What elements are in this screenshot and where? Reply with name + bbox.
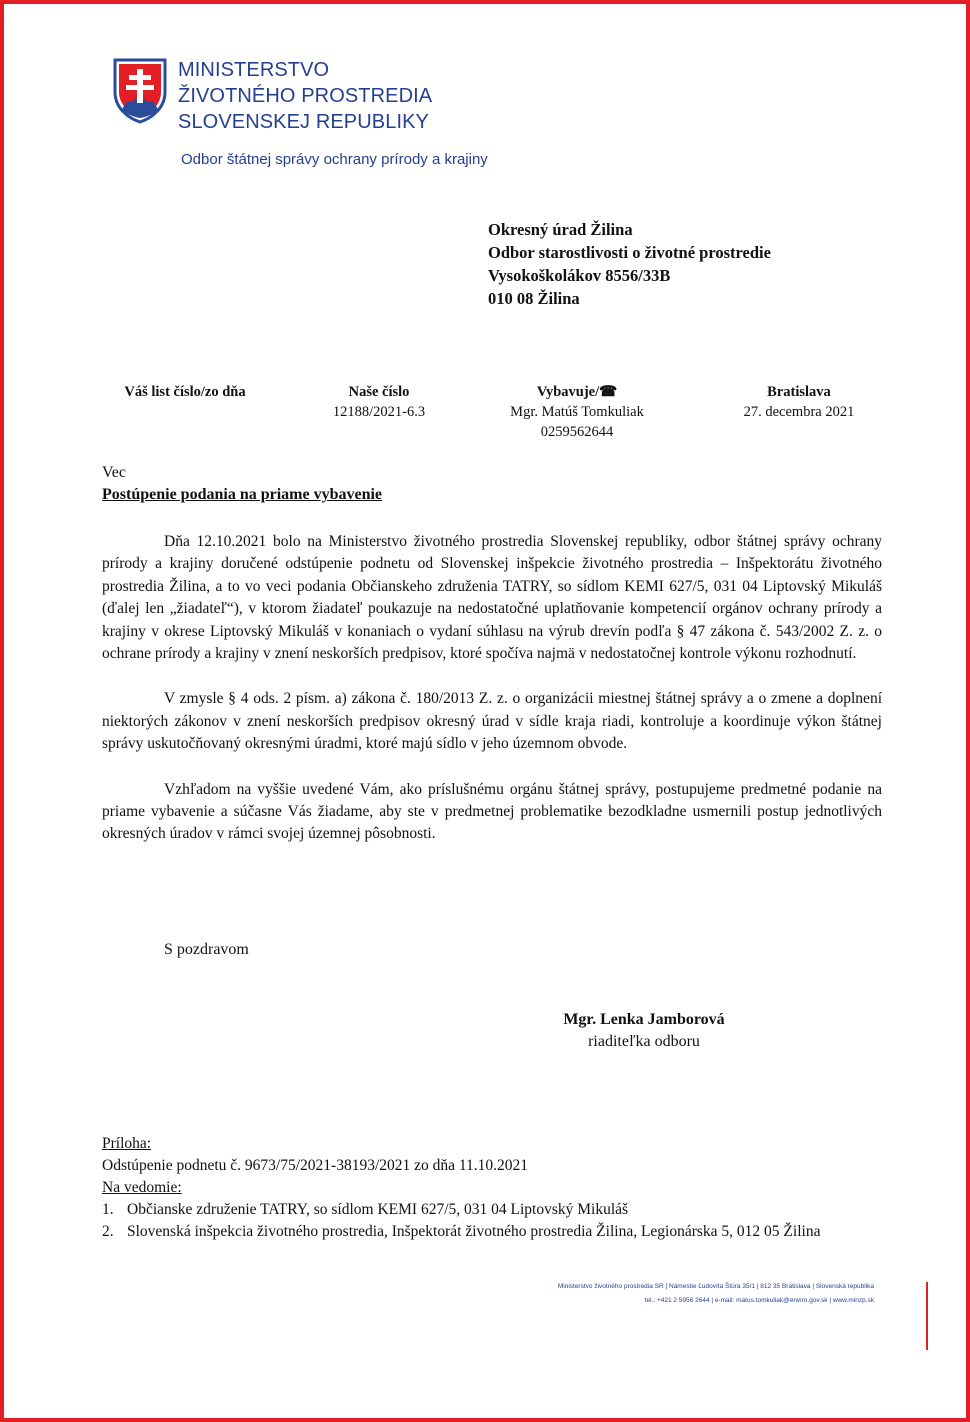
footer-contact-line: tel.: +421 2 5956 2644 | e-mail: matus.tomkuliak@enviro.gov.sk | www.minzp.sk — [644, 1297, 874, 1304]
meta-value: 27. decembra 2021 — [743, 404, 855, 420]
slovak-coat-of-arms-icon — [112, 58, 168, 124]
meta-label: Vybavuje/☎ — [536, 384, 618, 400]
department-name: Odbor štátnej správy ochrany prírody a krajiny — [181, 151, 488, 168]
addressee-line: Odbor starostlivosti o životné prostredie — [488, 243, 771, 262]
attachment-item: Odstúpenie podnetu č. 9673/75/2021-38193/2021 zo dňa 11.10.2021 — [102, 1157, 529, 1174]
meta-value: 12188/2021-6.3 — [332, 404, 426, 420]
addressee-line: 010 08 Žilina — [488, 289, 580, 308]
cc-item-number: 1. — [102, 1201, 114, 1218]
footer-address: Ministerstvo životného prostredia SR | Námestie Ľudovíta Štúra 35/1 | 812 35 Bratislava | Slovenská republika — [557, 1283, 874, 1290]
cc-label: Na vedomie: — [102, 1179, 182, 1196]
footer-contact — [558, 1280, 874, 1308]
subject-label: Vec — [102, 464, 126, 481]
attachments-section — [102, 1133, 884, 1243]
meta-phone: 0259562644 — [540, 424, 614, 440]
ministry-name-line: SLOVENSKEJ REPUBLIKY — [178, 111, 429, 133]
cc-item-text: Slovenská inšpekcia životného prostredia, Inšpektorát životného prostredia Žilina, Legionárska 5, 012 05 Žilina — [127, 1223, 821, 1240]
ministry-name-line: MINISTERSTVO — [178, 59, 330, 81]
body-paragraph: Vzhľadom na vyššie uvedené Vám, ako príslušnému orgánu štátnej správy, postupujeme predmetné podanie na priame vybavenie a súčasne Vás žiadame, aby ste v predmetnej problematike bezodkladne usmernili postup jednotlivých okresných úradov v rámci svojej územnej pôsobnosti. — [102, 780, 882, 843]
meta-label: Váš list číslo/zo dňa — [124, 384, 246, 400]
meta-your-letter — [100, 382, 270, 402]
attachments-label: Príloha: — [102, 1135, 152, 1152]
letter-body — [102, 531, 882, 869]
cc-item-number: 2. — [102, 1223, 114, 1240]
meta-place-date — [716, 382, 882, 422]
cc-item-text: Občianske združenie TATRY, so sídlom KEMI 627/5, 031 04 Liptovský Mikuláš — [127, 1201, 629, 1218]
meta-label: Naše číslo — [348, 384, 410, 400]
ministry-name — [178, 57, 432, 135]
signatory-name: Mgr. Lenka Jamborová — [563, 1011, 725, 1028]
body-paragraph: V zmysle § 4 ods. 2 písm. a) zákona č. 180/2013 Z. z. o organizácii miestnej štátnej správy a o zmene a doplnení niektorých zákonov v znení neskorších predpisov okresný úrad v sídle kraja riadi, kontroluje a koordinuje výkon štátnej správy uskutočňovaný okresnými úradmi, ktoré majú sídlo v jeho územnom obvode. — [102, 690, 882, 753]
ministry-name-line: ŽIVOTNÉHO PROSTREDIA — [178, 85, 433, 107]
cc-item — [102, 1221, 884, 1243]
addressee-line: Vysokoškolákov 8556/33B — [488, 266, 671, 285]
subject-title: Postúpenie podania na priame vybavenie — [102, 486, 383, 503]
meta-our-number — [304, 382, 454, 422]
body-paragraph: Dňa 12.10.2021 bolo na Ministerstvo životného prostredia Slovenskej republiky, odbor štátnej správy ochrany prírody a krajiny doručené odstúpenie podnetu od Slovenskej inšpekcie životného prostredia – Inšpektorátu životného prostredia Žilina, a to vo veci podania Občianskeho združenia TATRY, so sídlom KEMI 627/5, 031 04 Liptovský Mikuláš (ďalej len „žiadateľ“), v ktorom žiadateľ poukazuje na nedostatočné uplatňovanie kompetencií orgánov ochrany prírody a krajiny v okrese Liptovský Mikuláš v konaniach o vydaní súhlasu na výrub drevín podľa § 47 zákona č. 543/2002 Z. z. o ochrane prírody a krajiny v znení neskorších predpisov, ktoré spočíva najmä v nedostatočnej kontrole výkonu rozhodnutí. — [102, 533, 882, 663]
meta-label: Bratislava — [767, 384, 831, 400]
signature-block — [524, 1009, 764, 1053]
meta-value: Mgr. Matúš Tomkuliak — [510, 404, 644, 420]
addressee-line: Okresný úrad Žilina — [488, 220, 633, 239]
footer-accent-bar — [926, 1282, 928, 1350]
greeting: S pozdravom — [164, 941, 249, 958]
addressee-block — [488, 218, 771, 310]
signatory-title: riaditeľka odboru — [588, 1033, 700, 1050]
cc-item — [102, 1199, 884, 1221]
cc-list — [102, 1199, 884, 1243]
meta-handled-by — [482, 382, 672, 442]
